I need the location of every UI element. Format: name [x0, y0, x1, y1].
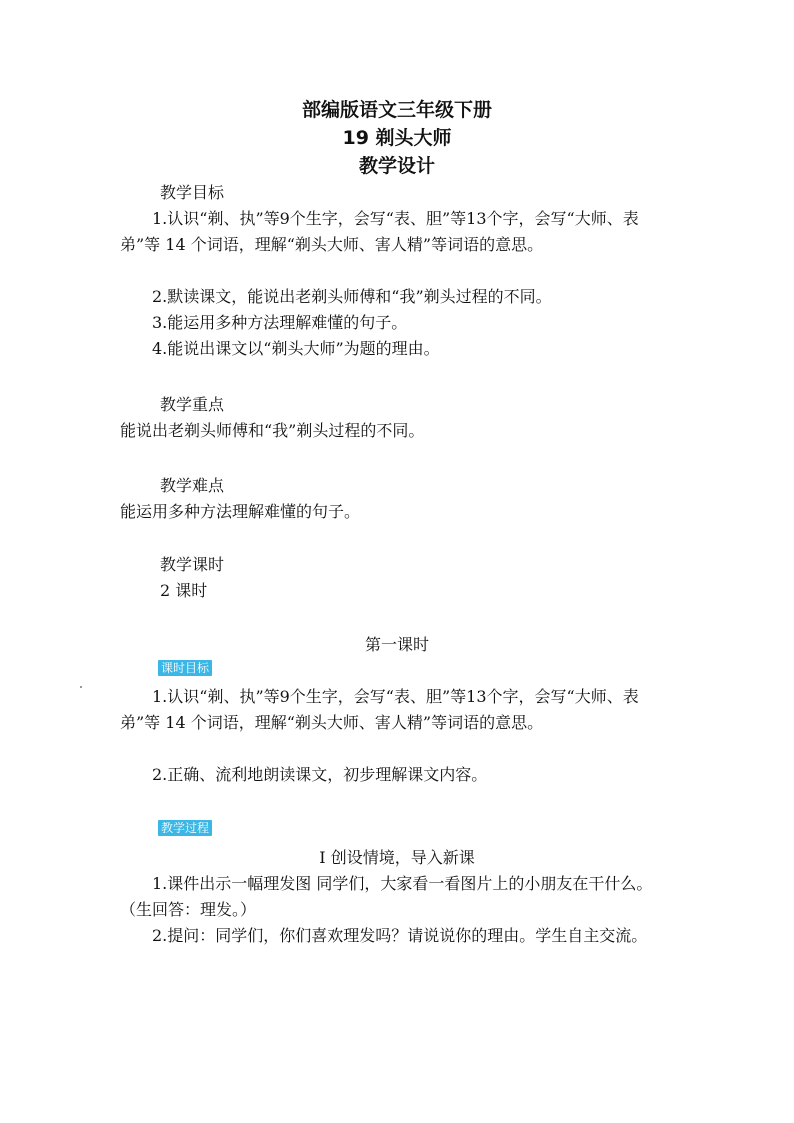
difficulties-heading: 教学难点 — [160, 476, 225, 495]
doc-title-lesson: 19 剃头大师 — [342, 127, 452, 149]
goal-item-2: 2.默读课文，能说出老剃头师傅和“我”剃头过程的不同。 — [152, 287, 552, 306]
step-2: 2.提问：同学们，你们喜欢理发吗？请说说你的理由。学生自主交流。 — [152, 926, 648, 945]
doc-title-grade: 部编版语文三年级下册 — [301, 99, 492, 121]
goal-item-1: 1.认识“剃、执”等9个生字，会写“表、胆”等13个字，会写“大师、表弟”等 14 个词语，理解“剃头大师、害人精”等词语的意思。 — [120, 209, 639, 254]
goals-heading: 教学目标 — [160, 183, 225, 202]
lesson-goal-2: 2.正确、流利地朗读课文，初步理解课文内容。 — [152, 765, 488, 784]
goal-item-4: 4.能说出课文以“剃头大师”为题的理由。 — [152, 339, 440, 358]
key-points-heading: 教学重点 — [160, 395, 225, 414]
lesson-goal-1: 1.认识“剃、执”等9个生字，会写“表、胆”等13个字，会写“大师、表弟”等 14 个词语，理解“剃头大师、害人精”等词语的意思。 — [120, 687, 639, 732]
lesson-goals-tag: 课时目标 — [158, 660, 212, 676]
difficulties-text: 能运用多种方法理解难懂的句子。 — [120, 502, 361, 521]
stray-dot — [80, 686, 82, 688]
key-points-text: 能说出老剃头师傅和“我”剃头过程的不同。 — [120, 421, 425, 440]
doc-title-design: 教学设计 — [358, 155, 435, 177]
goal-item-3: 3.能运用多种方法理解难懂的句子。 — [152, 313, 408, 332]
hours-heading: 教学课时 — [160, 555, 225, 574]
section-title: Ⅰ 创设情境，导入新课 — [319, 848, 475, 867]
step-1: 1.课件出示一幅理发图 同学们，大家看一看图片上的小朋友在干什么。（生回答：理发。） — [120, 874, 653, 919]
teaching-process-tag: 教学过程 — [158, 820, 212, 836]
lesson-title: 第一课时 — [364, 635, 429, 654]
hours-text: 2 课时 — [160, 581, 208, 600]
